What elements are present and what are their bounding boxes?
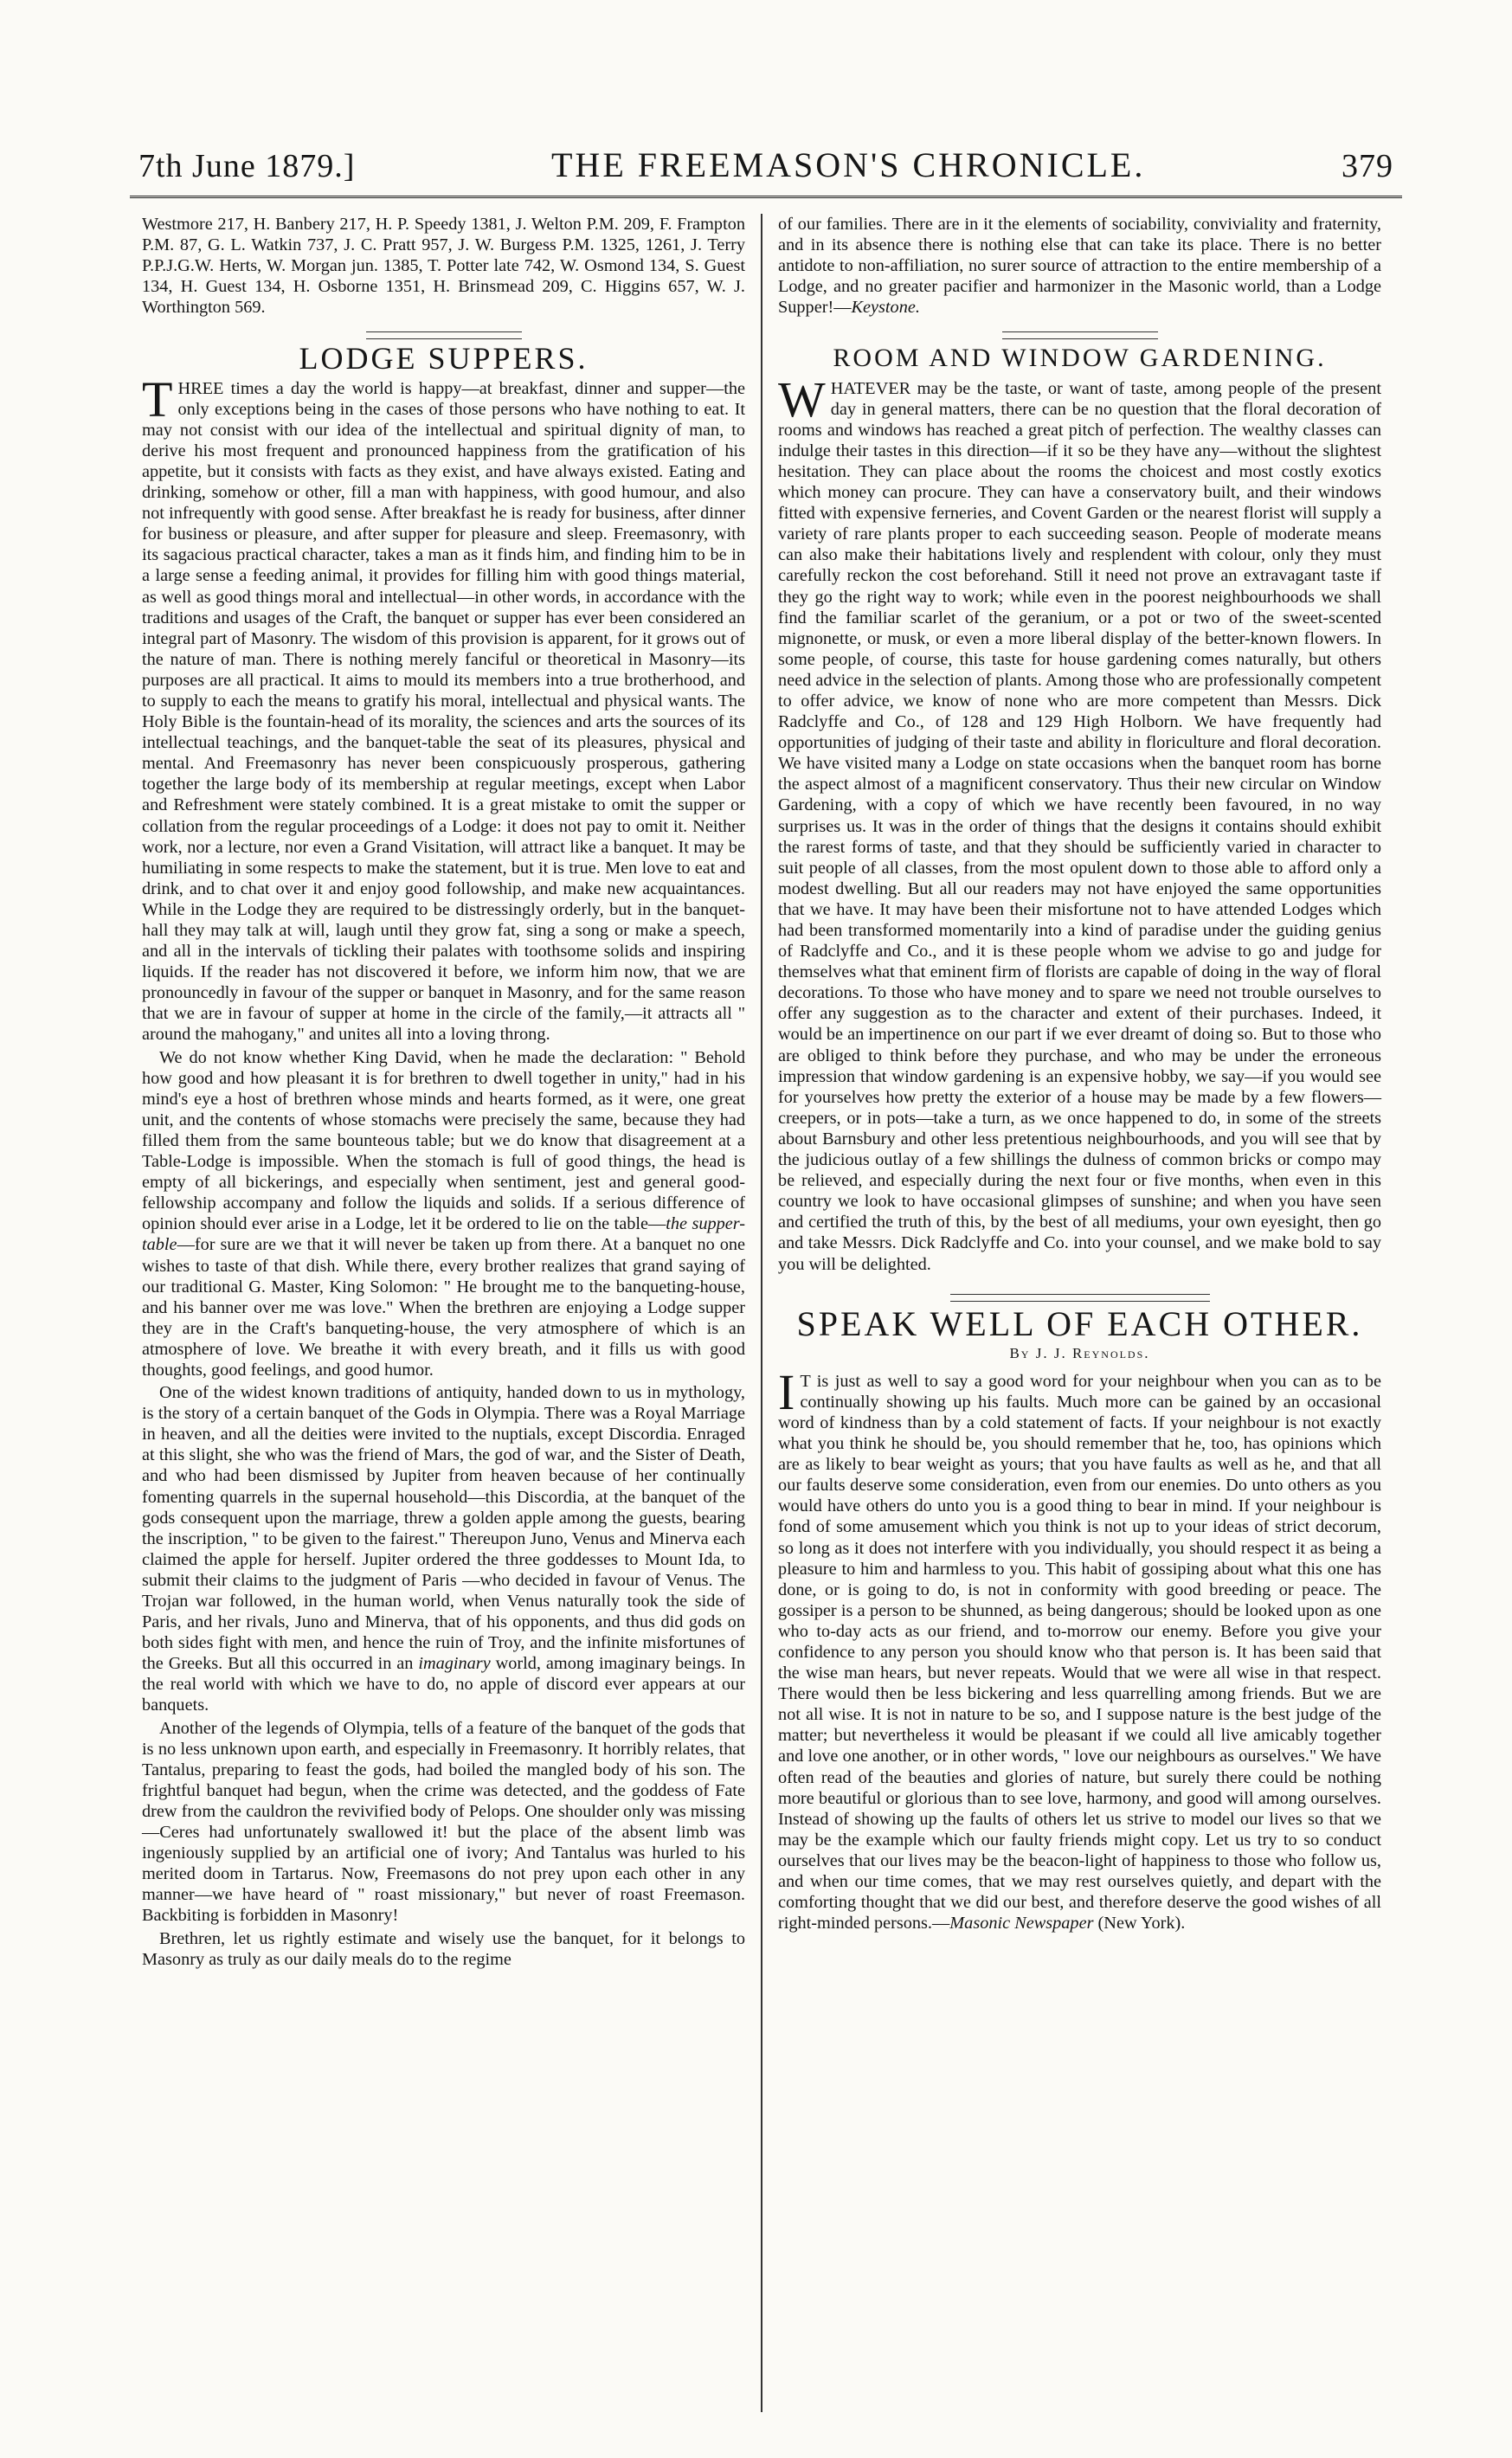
- section-divider: [1002, 331, 1158, 339]
- room-gardening-paragraph: WHATEVER may be the taste, or want of taste, among people of the present day in general matters, there can be no question that the floral decoration of rooms and windows has reached a great pitch of perfection. The wealthy classes can indulge their tastes in this direction—if it so be they have any—without the slightest hesitation. They can place about the rooms the choicest and most costly exotics which money can procure. They can have a conservatory built, and their windows fitted with expensive ferneries, and Covent Garden or the nearest florist will supply a variety of rare plants proper to each succeeding season. People of moderate means can also make their habitations lively and resplendent with colour, only they must carefully reckon the cost beforehand. Still it need not prove an extravagant taste if they go the right way to work; while even in the poorest neighbourhoods we shall find the familiar scarlet of the geranium, or a pot or two of the sweet-scented mignonette, or musk, or even a more liberal display of the better-known flowers. In some people, of course, this taste for house gardening comes naturally, but others need advice in the selection of plants. Among those who are professionally competent to offer advice, we know of none who are more competent than Messrs. Dick Radclyffe and Co., of 128 and 129 High Holborn. We have frequently had opportunities of judging of their taste and ability in floriculture and floral decoration. We have visited many a Lodge on state occasions when the banquet room has borne the aspect almost of a magnificent conservatory. Thus their new circular on Window Gardening, with a copy of which we have recently been favoured, in no way surprises us. It was in the order of things that the designs it contains should exhibit the rarest forms of taste, and that they should be sufficiently varied in character to suit people of all classes, from the most opulent down to those able to afford only a modest dwelling. But all our readers may not have enjoyed the same opportunities that we have. It may have been their misfortune not to have attended Lodges which had been transformed momentarily into a kind of paradise under the guiding genius of Radclyffe and Co., and it is these people whom we advise to go and judge for themselves what that eminent firm of florists are capable of doing in the way of floral decorations. To those who have money and to spare we need not trouble ourselves to offer any suggestion as to the character and extent of their purchases. Indeed, it would be an impertinence on our part if we ever dreamt of doing so. But to those who are obliged to think before they purchase, and who may be under the erroneous impression that window gardening is an expensive hobby, we say—if you would see for yourselves how pretty the exterior of a house may be made by a few flowers—creepers, or in pots—take a turn, as we once happened to do, in some of the streets about Barnsbury and other less pretentious neighbourhoods, and you will see that by the judicious outlay of a few shillings the dulness of common bricks or compo may be relieved, and especially during the next four or five months, when even in this country we look to have occasional glimpses of sunshine; and when you have seen and certified the truth of this, by the best of all mediums, your own eyesight, then go and take Messrs. Dick Radclyffe and Co. into your counsel, and we make bold to say you will be delighted.: [778, 370, 1381, 1274]
- publication-title: THE FREEMASON'S CHRONICLE.: [551, 145, 1146, 184]
- page-header: [130, 130, 1402, 198]
- lodge-suppers-paragraph-3: One of the widest known traditions of antiquity, handed down to us in mythology, is the story of a certain banquet of the Gods in Olympia. There was a Royal Marriage in heaven, and all the deities were invited to the nuptials, except Discordia. Enraged at this slight, she who was the friend of Mars, the god of war, and the Sister of Death, and who had been dismissed by Jupiter from heaven because of her continually fomenting quarrels in the supernal household—this Discordia, at the banquet of the gods consequent upon the marriage, threw a golden apple among the guests, bearing the inscription, " to be given to the fairest." Thereupon Juno, Venus and Minerva each claimed the apple for herself. Jupiter ordered the three goddesses to Mount Ida, to submit their claims to the judgment of Paris —who decided in favour of Venus. The Trojan war followed, in the human world, when Venus naturally took the side of Paris, and her rivals, Juno and Minerva, that of his opponents, and thus did gods on both sides fight with men, and hence the ruin of Troy, and the infinite misfortunes of the Greeks. But all this occurred in an imaginary world, among imaginary beings. In the real world with which we have to do, no apple of discord ever appears at our banquets.: [142, 1383, 745, 1715]
- lodge-attendance-list: Westmore 217, H. Banbery 217, H. P. Speedy 1381, J. Welton P.M. 209, F. Frampton P.M. 87, G. L. Watkin 737, J. C. Pratt 957, J. W. Burgess P.M. 1325, 1261, J. Terry P.P.J.G.W. Herts, W. Morgan jun. 1385, T. Potter late 742, W. Osmond 134, S. Guest 134, H. Guest 134, H. Osborne 1351, H. Brinsmead 209, C. Higgins 657, W. J. Worthington 569.: [142, 215, 745, 318]
- speak-well-headline: SPEAK WELL OF EACH OTHER.: [796, 1303, 1363, 1343]
- newspaper-page: [130, 130, 1402, 2415]
- section-divider: [366, 331, 522, 339]
- lodge-suppers-continuation: of our families. There are in it the elements of sociability, conviviality and fraternity, and in its absence there is nothing else that can take its place. There is no better antidote to non-affiliation, no surer source of attraction to the entire membership of a Lodge, and no greater pacifier and harmonizer in the Masonic world, than a Lodge Supper!—Keystone.: [778, 215, 1381, 318]
- lodge-suppers-paragraph-2: We do not know whether King David, when he made the declaration: " Behold how good and how pleasant it is for brethren to dwell together in unity," had in his mind's eye a host of brethren whose minds and hearts formed, as it were, one great unit, and the contents of whose stomachs were precisely the same, because they had filled them from the same bounteous table; but we do know that disagreement at a Table-Lodge is impossible. When the stomach is full of good things, the head is empty of all bickerings, and especially when sentiment, jest and general good-fellowship accompany and follow the liquids and solids. If a serious difference of opinion should ever arise in a Lodge, let it be ordered to lie on the table—the supper-table—for sure are we that it will never be taken up from there. At a banquet no one wishes to taste of that dish. While there, every brother realizes that grand saying of our traditional G. Master, King Solomon: " He brought me to the banqueting-house, and his banner over me was love." When the brethren are enjoying a Lodge supper they are in the Craft's banqueting-house, the very atmosphere of which is an atmosphere of love. We breathe it with every breath, and it fills us with good thoughts, good feelings, and good humor.: [142, 1047, 745, 1380]
- lodge-suppers-paragraph-4: Another of the legends of Olympia, tells of a feature of the banquet of the gods that is no less unknown upon earth, and especially in Freemasonry. It horribly relates, that Tantalus, preparing to feast the gods, had boiled the mangled body of his son. The frightful banquet had begun, when the crime was detected, and the goddess of Fate drew from the cauldron the revivified body of Pelops. One shoulder only was missing—Ceres had unfortunately swallowed it! but the place of the absent limb was ingeniously supplied by an artificial one of ivory; And Tantalus was hurled to his merited doom in Tartarus. Now, Freemasons do not prey upon each other in any manner—we have heard of " roast missionary," but never of roast Freemason. Backbiting is forbidden in Masonry!: [142, 1718, 745, 1926]
- room-gardening-headline: ROOM AND WINDOW GARDENING.: [833, 344, 1327, 373]
- lodge-suppers-headline: LODGE SUPPERS.: [299, 341, 589, 376]
- column-rule: [761, 214, 762, 2412]
- right-column: [766, 214, 1393, 2412]
- page-number: 379: [1341, 148, 1393, 184]
- drop-cap: I: [778, 1363, 795, 1420]
- speak-well-paragraph: I T is just as well to say a good word for your neighbour when you can as to be continually showing up his faults. Much more can be gained by an occasional word of kindness than by a cold statement of facts. If your neighbour is not exactly what you think he should be, you should remember that he, too, has opinions which are as likely to bear weight as yours; that you have faults as well as he, and that all our faults deserve some consideration, even from our enemies. Do unto others as you would have others do unto you is a good thing to bear in mind. If your neighbour is fond of some amusement which you think is not up to your ideas of strict decorum, so long as it does not interfere with you individually, you should respect it as being a pleasure to him and harmless to you. This habit of gossiping about what this one has done, or is going to do, is not in conformity with good breeding or peace. The gossiper is a person to be shunned, as being dangerous; should be looked upon as one who to-day acts as our friend, and to-morrow our enemy. Before you give your confidence to any person you should know who that person is. It has been said that the wise man hears, but never repeats. Would that we were all wise in that respect. There would then be less bickering and less quarrelling among friends. But we are not all wise. It is not in nature to be so, and I suppose nature is the best judge of the matter; but nevertheless it would be pleasant if we could all live amicably together and love one another, or in other words, " love our neighbours as ourselves." We have often read of the beauties and glories of nature, but surely there could be nothing more beautiful or glorious than to see love, harmony, and good will among ourselves. Instead of showing up the faults of others let us strive to model our lives so that we may be the example which our faulty friends might copy. Let us try to so conduct ourselves that our lives may be the beacon-light of happiness to those who follow us, and when our time comes, that we may rest ourselves quietly, and depart with the comforting thought that we did our best, and therefore deserve the good wishes of all right-minded persons.—Masonic Newspaper (New York).: [778, 1363, 1381, 1934]
- issue-date: 7th June 1879.]: [138, 148, 356, 184]
- left-column: [130, 214, 757, 2412]
- author-byline: By J. J. Reynolds.: [1009, 1344, 1150, 1361]
- section-divider: [950, 1294, 1210, 1302]
- lodge-suppers-paragraph-5: Brethren, let us rightly estimate and wisely use the banquet, for it belongs to Masonry as truly as our daily meals do to the regime: [142, 1928, 745, 1969]
- columns: [130, 214, 1402, 2412]
- drop-cap: T: [142, 370, 173, 428]
- lodge-suppers-paragraph-1: THREE times a day the world is happy—at breakfast, dinner and supper—the only exceptions being in the cases of those persons who have nothing to eat. It may not consist with our idea of the intellectual and spiritual dignity of man, to derive his most frequent and pronounced happiness from the gratification of his appetite, but it consists with facts as they exist, and have always existed. Eating and drinking, somehow or other, fill a man with happiness, with good humour, and also not infrequently with good sense. After breakfast he is ready for business, after dinner for business or pleasure, and after supper for pleasure and sleep. Freemasonry, with its sagacious practical character, takes a man as it finds him, and finding him to be in a large sense a feeding animal, it provides for filling him with good things material, as well as good things moral and intellectual—in other words, in accordance with the traditions and usages of the Craft, the banquet or supper has ever been considered an integral part of Masonry. The wisdom of this provision is apparent, for it grows out of the nature of man. There is nothing merely fanciful or theoretical in Masonry—its purposes are all practical. It aims to mould its members into a true brotherhood, and to supply to each the means to gratify his moral, intellectual and physical wants. The Holy Bible is the fountain-head of its morality, the sciences and arts the sources of its intellectual teachings, and the banquet-table the seat of its pleasures, physical and mental. And Freemasonry has never been conspicuously prosperous, gathering together the large body of its membership at regular meetings, except when Labor and Refreshment were stately combined. It is a great mistake to omit the supper or collation from the regular proceedings of a Lodge: it does not pay to omit it. Neither work, nor a lecture, nor even a Grand Visitation, will attract like a banquet. It may be humiliating in some respects to make the statement, but it is true. Men love to eat and drink, and to chat over it and enjoy good followship, and make new acquaintances. While in the Lodge they are required to be distressingly orderly, but in the banquet-hall they may talk at will, laugh until they grow fat, sing a song or make a speech, and all in the intervals of tickling their palates with toothsome solids and inspiring liquids. If the reader has not discovered it before, we inform him now, that we are pronouncedly in favour of the supper or banquet in Masonry, and for the same reason that we are in favour of supper at home in the circle of the family,—it attracts all " around the mahogany," and unites all into a loving throng.: [142, 370, 745, 1045]
- drop-cap: W: [778, 370, 826, 428]
